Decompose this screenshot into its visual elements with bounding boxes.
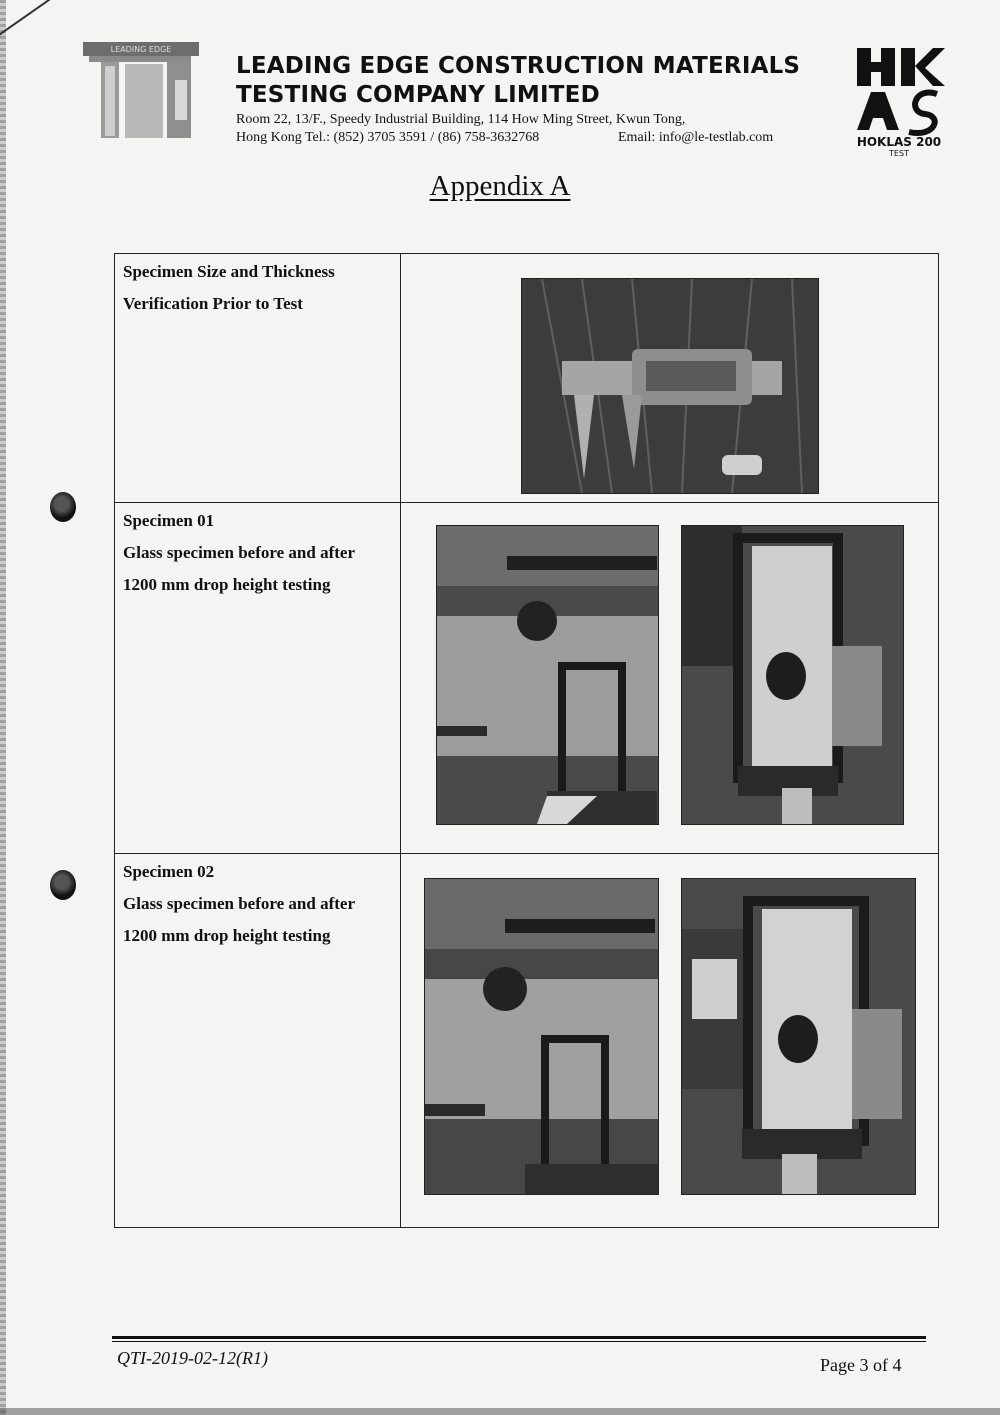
row-label-line: Specimen Size and Thickness	[123, 262, 335, 281]
company-info	[236, 52, 836, 146]
row-label	[115, 254, 401, 503]
scan-corner-line	[0, 0, 122, 42]
row-label-line: Glass specimen before and after	[123, 543, 355, 562]
company-email: Email: info@le-testlab.com	[618, 130, 774, 145]
photo-cell	[401, 503, 939, 854]
company-name-line1: LEADING EDGE CONSTRUCTION MATERIALS	[236, 53, 801, 79]
row-label-line: Specimen 02	[123, 862, 215, 881]
table-row	[115, 254, 939, 503]
table-row	[115, 854, 939, 1228]
row-label-line: 1200 mm drop height testing	[123, 575, 331, 594]
photo-cell	[401, 254, 939, 503]
row-label-line: Glass specimen before and after	[123, 894, 355, 913]
hkas-accreditation-logo	[845, 42, 955, 157]
accreditation-code: HOKLAS 200	[856, 135, 942, 149]
row-label	[115, 854, 401, 1228]
table-row	[115, 503, 939, 854]
row-label	[115, 503, 401, 854]
row-label-line: Specimen 01	[123, 511, 215, 530]
company-name-line2: TESTING COMPANY LIMITED	[236, 82, 600, 108]
appendix-table	[114, 253, 939, 1228]
punch-hole	[50, 492, 76, 522]
company-logo	[75, 40, 203, 140]
document-code: QTI-2019-02-12(R1)	[117, 1348, 268, 1368]
footer-rule	[112, 1341, 926, 1342]
row-label-line: 1200 mm drop height testing	[123, 926, 331, 945]
before-photo	[424, 878, 659, 1195]
scan-edge-bottom	[0, 1408, 1000, 1415]
punch-hole	[50, 870, 76, 900]
footer-rule	[112, 1336, 926, 1339]
before-photo	[436, 525, 659, 825]
caliper-photo	[521, 278, 819, 494]
accreditation-sub: TEST	[889, 149, 909, 157]
address-phone: Hong Kong Tel.: (852) 3705 3591 / (86) 758-3632768	[236, 130, 540, 145]
page-number: Page 3 of 4	[820, 1355, 902, 1375]
logo-text: LEADING EDGE	[110, 45, 172, 54]
after-photo	[681, 878, 916, 1195]
row-label-line: Verification Prior to Test	[123, 294, 303, 313]
after-photo	[681, 525, 904, 825]
address-line2	[236, 130, 836, 146]
scan-edge	[0, 0, 6, 1415]
address-line1: Room 22, 13/F., Speedy Industrial Building, 114 How Ming Street, Kwun Tong,	[236, 112, 686, 127]
photo-cell	[401, 854, 939, 1228]
page-title: Appendix A	[429, 170, 571, 202]
